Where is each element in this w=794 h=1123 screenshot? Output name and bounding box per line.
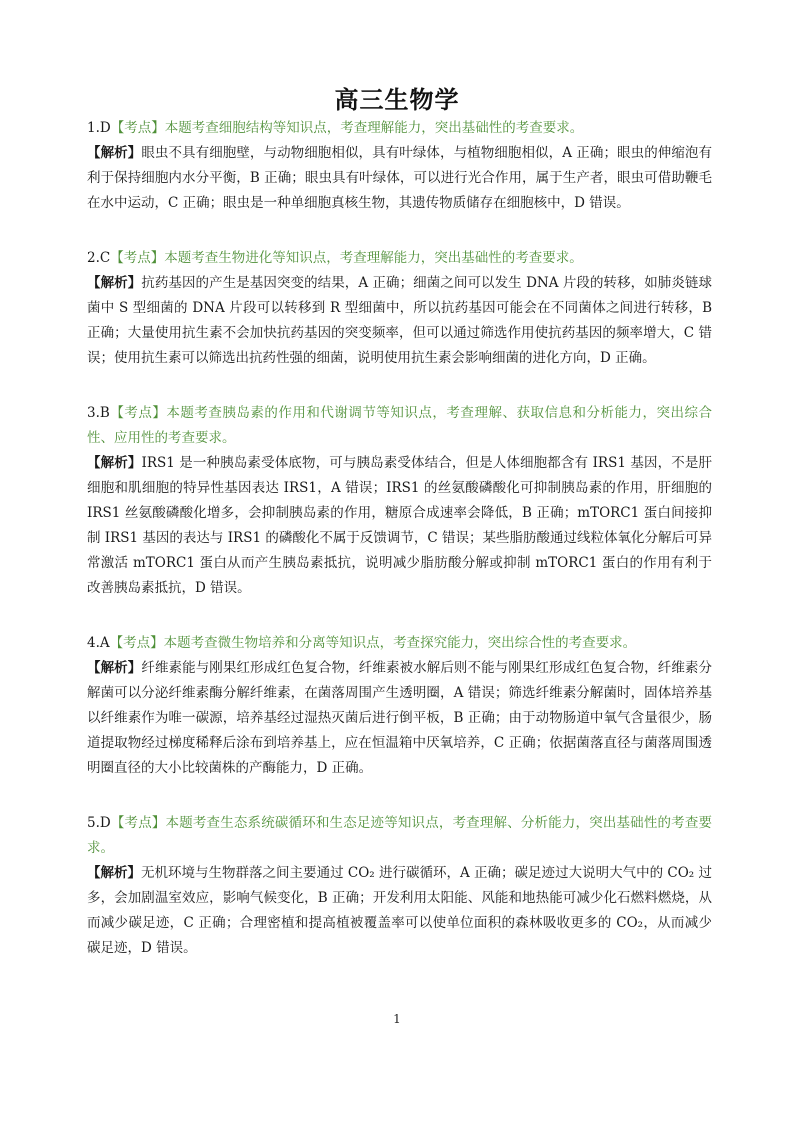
jiexi-text: 无机环境与生物群落之间主要通过 CO₂ 进行碳循环，A 正确；碳足迹过大说明大气中的 CO₂ 过多，会加剧温室效应，影响气候变化，B 正确；开发利用太阳能、风能和地热能可减少化石燃料燃烧，从而减少碳足迹，C 正确；合理密植和提高植被覆盖率可以使单位面积的森林吸收更多的 CO₂，从而减少碳足迹，D 错误。 — [87, 865, 712, 956]
jiexi-text: 眼虫不具有细胞壁，与动物细胞相似，具有叶绿体，与植物细胞相似，A 正确；眼虫的伸缩泡有利于保持细胞内水分平衡，B 正确；眼虫具有叶绿体，可以进行光合作用，属于生产者，眼虫可借助鞭毛在水中运动，C 正确；眼虫是一种单细胞真核生物，其遗传物质储存在细胞核中，D 错误。 — [87, 145, 712, 211]
answer-list — [87, 116, 712, 991]
jiexi-tag: 【解析】 — [87, 275, 142, 291]
jiexi-line — [87, 656, 712, 781]
jiexi-tag: 【解析】 — [87, 145, 142, 161]
kaodian-text: 本题考查胰岛素的作用和代谢调节等知识点，考查理解、获取信息和分析能力，突出综合性、应用性的考查要求。 — [87, 405, 713, 446]
kaodian-tag: 【考点】 — [109, 405, 167, 421]
jiexi-tag: 【解析】 — [87, 660, 142, 676]
jiexi-text: IRS1 是一种胰岛素受体底物，可与胰岛素受体结合，但是人体细胞都含有 IRS1 基因，不是肝细胞和肌细胞的特异性基因表达 IRS1，A 错误；IRS1 的丝氨酸磷酸化可抑制胰岛素的作用，肝细胞的 IRS1 丝氨酸磷酸化增多，会抑制胰岛素的作用，糖原合成速率会降低，B 正确；mTORC1 蛋白间接抑制 IRS1 基因的表达与 IRS1 的磷酸化不属于反馈调节，C 错误；某些脂肪酸通过线粒体氧化分解后可异常激活 mTORC1 蛋白从而产生胰岛素抵抗，说明减少脂肪酸分解或抑制 mTORC1 蛋白的作用有利于改善胰岛素抵抗，D 错误。 — [87, 455, 713, 596]
kaodian-line — [87, 246, 712, 271]
kaodian-line — [87, 401, 712, 451]
question-number: 5.D — [87, 815, 111, 831]
question-number: 3.B — [87, 405, 110, 421]
kaodian-text: 本题考查细胞结构等知识点，考查理解能力，突出基础性的考查要求。 — [164, 120, 584, 136]
kaodian-text: 本题考查生物进化等知识点，考查理解能力，突出基础性的考查要求。 — [164, 250, 583, 266]
question-3 — [87, 401, 712, 601]
question-number: 2.C — [87, 250, 111, 266]
jiexi-text: 抗药基因的产生是基因突变的结果，A 正确；细菌之间可以发生 DNA 片段的转移，如肺炎链球菌中 S 型细菌的 DNA 片段可以转移到 R 型细菌中，所以抗药基因可能会在不同菌体之间进行转移，B 正确；大量使用抗生素不会加快抗药基因的突变频率，但可以通过筛选作用使抗药基因的频率增大，C 错误；使用抗生素可以筛选出抗药性强的细菌，说明使用抗生素会影响细菌的进化方向，D 正确。 — [87, 275, 713, 366]
jiexi-text: 纤维素能与刚果红形成红色复合物，纤维素被水解后则不能与刚果红形成红色复合物，纤维素分解菌可以分泌纤维素酶分解纤维素，在菌落周围产生透明圈，A 错误；筛选纤维素分解菌时，固体培养基以纤维素作为唯一碳源，培养基经过湿热灭菌后进行倒平板，B 正确；由于动物肠道中氧气含量很少，肠道提取物经过梯度稀释后涂布到培养基上，应在恒温箱中厌氧培养，C 正确；依据菌落直径与菌落周围透明圈直径的大小比较菌株的产酶能力，D 正确。 — [87, 660, 713, 776]
kaodian-tag: 【考点】 — [110, 815, 166, 831]
jiexi-line — [87, 861, 712, 961]
question-4 — [87, 631, 712, 781]
question-2 — [87, 246, 712, 371]
kaodian-tag: 【考点】 — [110, 250, 165, 266]
question-number: 4.A — [87, 635, 110, 651]
jiexi-line — [87, 271, 712, 371]
jiexi-tag: 【解析】 — [87, 455, 142, 471]
question-number: 1.D — [87, 120, 111, 136]
page-title: 高三生物学 — [334, 86, 460, 114]
kaodian-line — [87, 631, 712, 656]
kaodian-text: 本题考查生态系统碳循环和生态足迹等知识点，考查理解、分析能力，突出基础性的考查要求。 — [87, 815, 712, 856]
kaodian-tag: 【考点】 — [109, 635, 164, 651]
question-1 — [87, 116, 712, 216]
kaodian-line — [87, 811, 712, 861]
kaodian-text: 本题考查微生物培养和分离等知识点，考查探究能力，突出综合性的考查要求。 — [163, 635, 637, 651]
jiexi-line — [87, 451, 712, 601]
page-number: 1 — [393, 1012, 401, 1026]
jiexi-tag: 【解析】 — [87, 865, 142, 881]
question-5 — [87, 811, 712, 961]
kaodian-line — [87, 116, 712, 141]
jiexi-line — [87, 141, 712, 216]
kaodian-tag: 【考点】 — [110, 120, 165, 136]
